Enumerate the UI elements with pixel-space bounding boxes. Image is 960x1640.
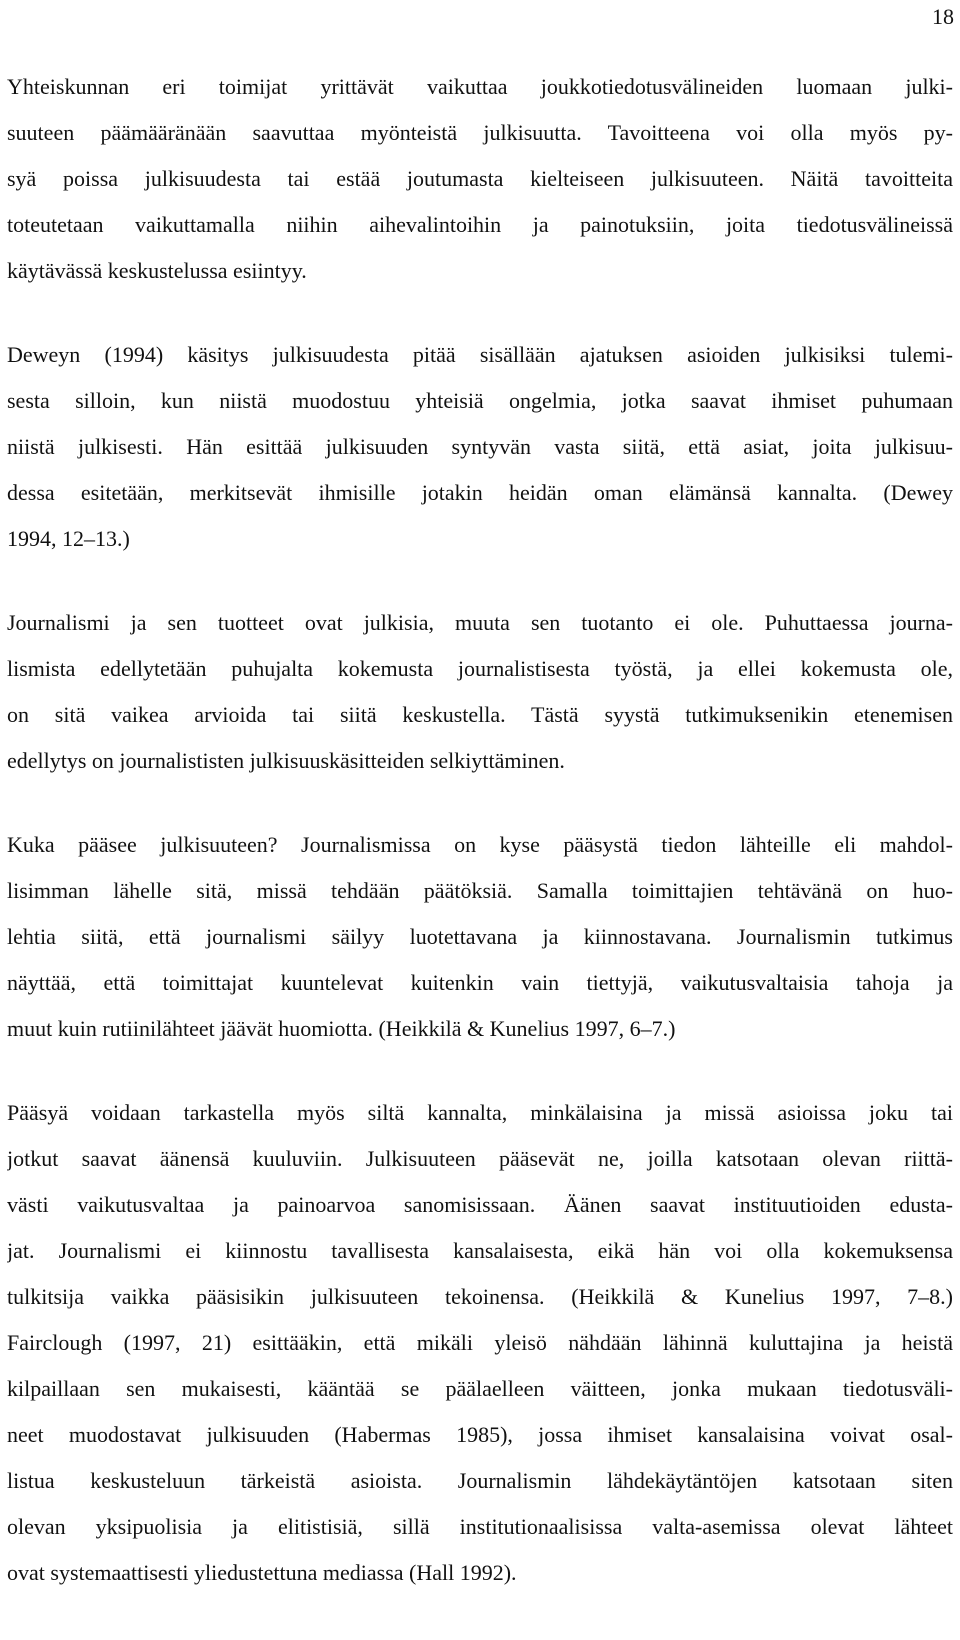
text-line: näyttää, että toimittajat kuuntelevat kuitenkin vain tiettyjä, vaikutusvaltaisia tahoja ja (7, 970, 953, 995)
text-line: lismista edellytetään puhujalta kokemusta journalistisesta työstä, ja ellei kokemusta ole, (7, 656, 953, 681)
text-line: tulkitsija vaikka pääsisikin julkisuuteen tekoinensa. (Heikkilä & Kunelius 1997, 7–8.) (7, 1284, 953, 1309)
text-line: västi vaikutusvaltaa ja painoarvoa sanomisissaan. Äänen saavat instituutioiden edusta- (7, 1192, 953, 1217)
text-line: suuteen päämääränään saavuttaa myönteistä julkisuutta. Tavoitteena voi olla myös py- (7, 120, 953, 145)
paragraph-who-gets-publicity (7, 822, 953, 1052)
text-line: muut kuin rutiinilähteet jäävät huomiotta. (Heikkilä & Kunelius 1997, 6–7.) (7, 1016, 676, 1041)
text-line: ovat systemaattisesti yliedustettuna mediassa (Hall 1992). (7, 1560, 517, 1585)
text-line: lisimman lähelle sitä, missä tehdään päätöksiä. Samalla toimittajien tehtävänä on huo- (7, 878, 953, 903)
text-line: lehtia siitä, että journalismi säilyy luotettavana ja kiinnostavana. Journalismin tutkimus (7, 924, 953, 949)
text-line: Fairclough (1997, 21) esittääkin, että mikäli yleisö nähdään lähinnä kuluttajina ja heistä (7, 1330, 953, 1355)
text-line: sesta silloin, kun niistä muodostuu yhteisiä ongelmia, jotka saavat ihmiset puhumaan (7, 388, 953, 413)
text-line: jotkut saavat äänensä kuuluviin. Julkisuuteen pääsevät ne, joilla katsotaan olevan riittä- (7, 1146, 953, 1171)
text-line: listua keskusteluun tärkeistä asioista. Journalismin lähdekäytäntöjen katsotaan siten (7, 1468, 953, 1493)
text-line: edellytys on journalististen julkisuuskäsitteiden selkiyttäminen. (7, 748, 565, 773)
paragraph-dewey (7, 332, 953, 562)
paragraph-access (7, 1090, 953, 1596)
text-line: neet muodostavat julkisuuden (Habermas 1985), jossa ihmiset kansalaisina voivat osal- (7, 1422, 953, 1447)
paragraph-public-actors (7, 64, 953, 294)
text-line: on sitä vaikea arvioida tai siitä keskustella. Tästä syystä tutkimuksenikin etenemisen (7, 702, 953, 727)
text-line: Yhteiskunnan eri toimijat yrittävät vaikuttaa joukkotiedotusvälineiden luomaan julki- (7, 74, 953, 99)
page-number: 18 (932, 4, 954, 29)
text-line: olevan yksipuolisia ja elitistisiä, sillä institutionaalisissa valta-asemissa olevat lähteet (7, 1514, 953, 1539)
text-line: Pääsyä voidaan tarkastella myös siltä kannalta, minkälaisina ja missä asioissa joku tai (7, 1100, 953, 1125)
text-line: jat. Journalismi ei kiinnostu tavallisesta kansalaisesta, eikä hän voi olla kokemuksensa (7, 1238, 953, 1263)
text-line: niistä julkisesti. Hän esittää julkisuuden syntyvän vasta siitä, että asiat, joita julkisuu- (7, 434, 953, 459)
text-line: käytävässä keskustelussa esiintyy. (7, 258, 307, 283)
text-line: dessa esitetään, merkitsevät ihmisille jotakin heidän oman elämänsä kannalta. (Dewey (7, 480, 953, 505)
text-line: kilpaillaan sen mukaisesti, kääntää se päälaelleen väitteen, jonka mukaan tiedotusväli- (7, 1376, 953, 1401)
text-line: Deweyn (1994) käsitys julkisuudesta pitää sisällään ajatuksen asioiden julkisiksi tulemi- (7, 342, 953, 367)
text-line: toteutetaan vaikuttamalla niihin aihevalintoihin ja painotuksiin, joita tiedotusvälineissä (7, 212, 953, 237)
text-line: Journalismi ja sen tuotteet ovat julkisia, muuta sen tuotanto ei ole. Puhuttaessa journa- (7, 610, 953, 635)
text-line: 1994, 12–13.) (7, 526, 130, 551)
text-line: syä poissa julkisuudesta tai estää joutumasta kielteiseen julkisuuteen. Näitä tavoitteita (7, 166, 953, 191)
paragraph-journalism-public (7, 600, 953, 784)
text-line: Kuka pääsee julkisuuteen? Journalismissa on kyse pääsystä tiedon lähteille eli mahdol- (7, 832, 953, 857)
